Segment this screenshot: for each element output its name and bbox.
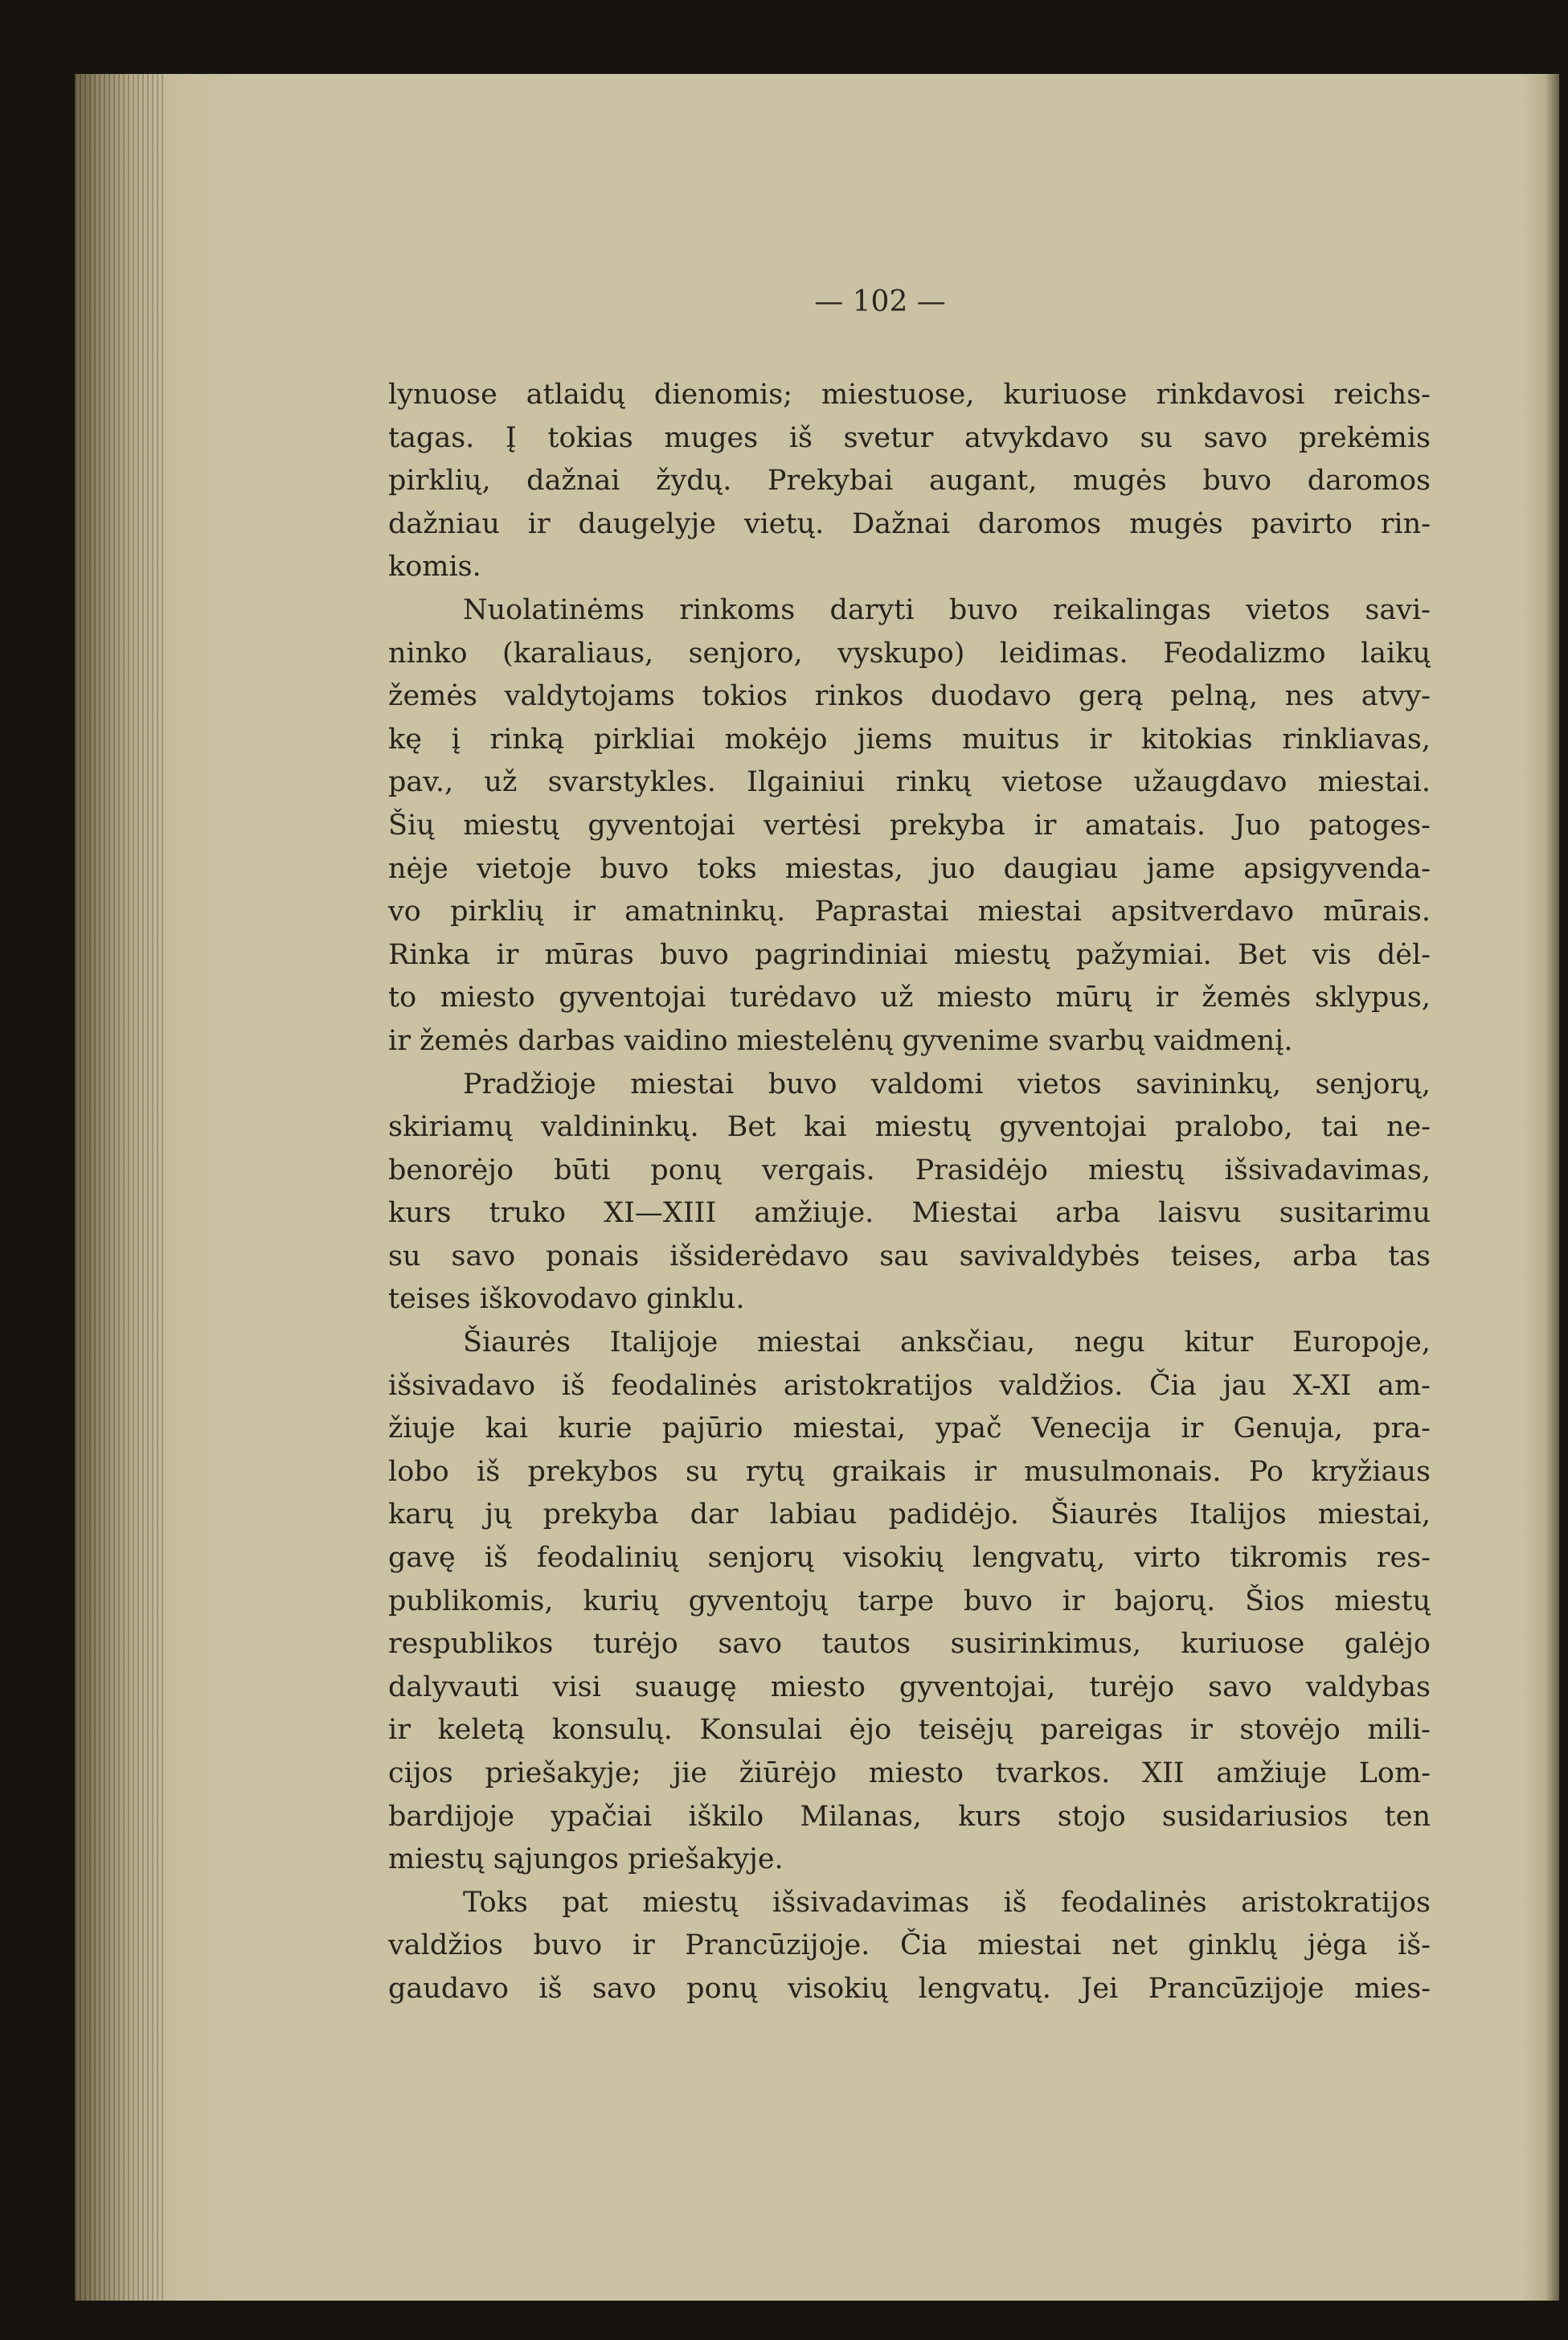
text-line: benorėjo būti ponų vergais. Prasidėjo miestų išsivadavimas, [388, 1154, 1431, 1186]
text-line: dalyvauti visi suaugę miesto gyventojai, turėjo savo valdybas [388, 1670, 1431, 1703]
page-number: — 102 — [814, 285, 946, 318]
text-line: Pradžioje miestai buvo valdomi vietos savininkų, senjorų, [463, 1068, 1431, 1100]
text-line: to miesto gyventojai turėdavo už miesto mūrų ir žemės sklypus, [388, 981, 1431, 1014]
text-line: respublikos turėjo savo tautos susirinkimus, kuriuose galėjo [388, 1628, 1431, 1661]
text-line: su savo ponais išsiderėdavo sau savivaldybės teises, arba tas [388, 1240, 1431, 1272]
body-text [388, 374, 1431, 2011]
text-line: vo pirklių ir amatninkų. Paprastai miestai apsitverdavo mūrais. [388, 895, 1431, 928]
text-line: Toks pat miestų išsivadavimas iš feodalinės aristokratijos [463, 1886, 1431, 1919]
text-line: dažniau ir daugelyje vietų. Dažnai daromos mugės pavirto rin- [388, 507, 1431, 540]
text-line: kurs truko XI—XIII amžiuje. Miestai arba laisvu susitarimu [388, 1197, 1431, 1230]
text-line: gaudavo iš savo ponų visokių lengvatų. Jei Prancūzijoje mies- [388, 1972, 1431, 2005]
text-line: komis. [388, 551, 481, 584]
text-line: skiriamų valdininkų. Bet kai miestų gyventojai pralobo, tai ne- [388, 1111, 1431, 1144]
paragraph [388, 374, 1431, 589]
text-line: ninko (karaliaus, senjoro, vyskupo) leidimas. Feodalizmo laikų [388, 637, 1431, 670]
text-line: bardijoje ypačiai iškilo Milanas, kurs stojo susidariusios ten [388, 1800, 1431, 1833]
text-line: lobo iš prekybos su rytų graikais ir musulmonais. Po kryžiaus [388, 1455, 1431, 1488]
text-line: Šiaurės Italijoje miestai anksčiau, negu kitur Europoje, [463, 1326, 1431, 1359]
text-line: karų jų prekyba dar labiau padidėjo. Šiaurės Italijos miestai, [388, 1498, 1431, 1531]
page-binding-edge [75, 74, 163, 2301]
text-line: žemės valdytojams tokios rinkos duodavo gerą pelną, nes atvy- [388, 680, 1431, 713]
text-line: ir keletą konsulų. Konsulai ėjo teisėjų pareigas ir stovėjo mili- [388, 1714, 1431, 1747]
paragraph [388, 589, 1431, 1063]
text-line: žiuje kai kurie pajūrio miestai, ypač Venecija ir Genuja, pra- [388, 1412, 1431, 1445]
text-line: Šių miestų gyventojai vertėsi prekyba ir amatais. Juo patoges- [388, 809, 1431, 842]
text-line: publikomis, kurių gyventojų tarpe buvo ir bajorų. Šios miestų [388, 1584, 1431, 1617]
text-line: Rinka ir mūras buvo pagrindiniai miestų pažymiai. Bet vis dėl- [388, 938, 1431, 971]
paragraph [388, 1063, 1431, 1322]
text-line: tagas. Į tokias muges iš svetur atvykdavo su savo prekėmis [388, 421, 1431, 454]
text-line: nėje vietoje buvo toks miestas, juo daugiau jame apsigyvenda- [388, 852, 1431, 885]
text-line: valdžios buvo ir Prancūzijoje. Čia miestai net ginklų jėga iš- [388, 1929, 1431, 1962]
text-line: gavę iš feodalinių senjorų visokių lengvatų, virto tikromis res- [388, 1542, 1431, 1575]
text-line: teises iškovodavo ginklu. [388, 1283, 745, 1316]
text-line: miestų sąjungos priešakyje. [388, 1843, 784, 1876]
text-line: lynuose atlaidų dienomis; miestuose, kuriuose rinkdavosi reichs- [388, 379, 1431, 411]
text-line: Nuolatinėms rinkoms daryti buvo reikalingas vietos savi- [463, 593, 1431, 626]
text-line: išsivadavo iš feodalinės aristokratijos valdžios. Čia jau X-XI am- [388, 1369, 1431, 1402]
text-line: cijos priešakyje; jie žiūrėjo miesto tvarkos. XII amžiuje Lom- [388, 1757, 1431, 1789]
text-line: pav., už svarstykles. Ilgainiui rinkų vietose užaugdavo miestai. [388, 766, 1431, 799]
paragraph [388, 1882, 1431, 2011]
text-line: ir žemės darbas vaidino miestelėnų gyvenime svarbų vaidmenį. [388, 1024, 1293, 1057]
text-line: kę į rinką pirkliai mokėjo jiems muitus ir kitokias rinkliavas, [388, 723, 1431, 756]
paragraph [388, 1322, 1431, 1882]
text-line: pirklių, dažnai žydų. Prekybai augant, mugės buvo daromos [388, 465, 1431, 498]
